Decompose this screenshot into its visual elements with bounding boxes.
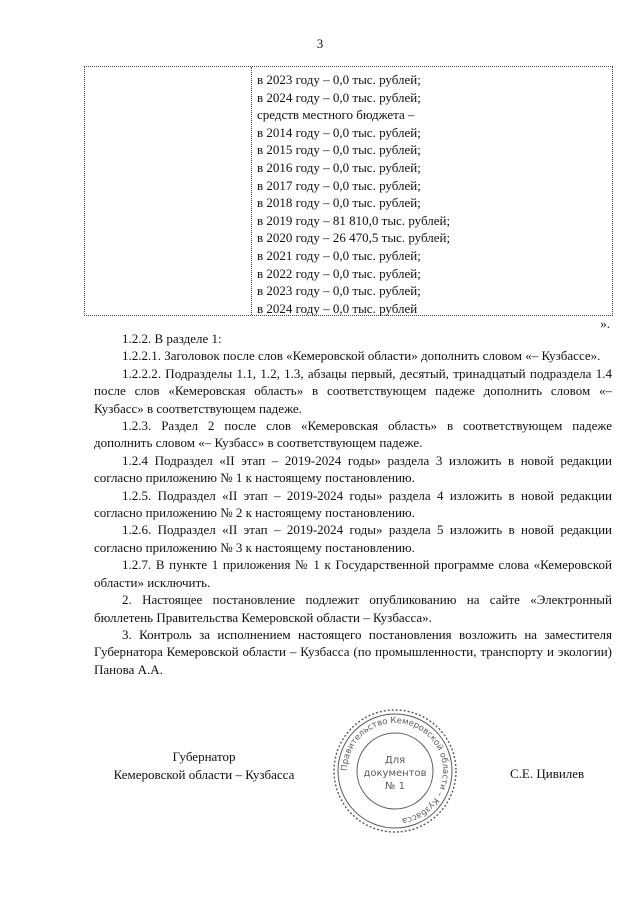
paragraph: 1.2.2.2. Подразделы 1.1, 1.2, 1.3, абзацы первый, десятый, тринадцатый подраздела 1.4 после слов «Кемеровская область» в соответствующем падеже дополнить словом «– Кузбасс» в соответствующем падеже. [94, 365, 612, 416]
budget-line: в 2024 году – 0,0 тыс. рублей; [257, 89, 421, 105]
paragraph: 1.2.2. В разделе 1: [122, 331, 222, 346]
page-number: 3 [316, 36, 324, 51]
seal-center-line: Для [384, 755, 406, 766]
budget-line: в 2018 году – 0,0 тыс. рублей; [257, 195, 421, 211]
budget-line: в 2020 году – 26 470,5 тыс. рублей; [257, 230, 451, 246]
paragraph: 1.2.5. Подраздел «II этап – 2019-2024 годы» раздела 4 изложить в новой редакции согласно приложению № 2 к настоящему постановлению. [94, 487, 612, 521]
signatory-title-line: Губернатор [172, 749, 236, 764]
signer-name: С.Е. Цивилев [510, 766, 585, 781]
paragraph: 1.2.7. В пункте 1 приложения № 1 к Государственной программе слова «Кемеровской области» исключить. [94, 557, 612, 590]
seal-center-line: документов [363, 768, 427, 779]
paragraph: 1.2.4 Подраздел «II этап – 2019-2024 годы» раздела 3 изложить в новой редакции согласно приложению № 1 к настоящему постановлению. [94, 452, 612, 486]
signature-block [0, 715, 640, 840]
budget-line: в 2016 году – 0,0 тыс. рублей; [257, 159, 421, 175]
official-seal [330, 706, 460, 836]
signatory-title-line: Кемеровской области – Кузбасса [113, 767, 295, 782]
budget-line: в 2023 году – 0,0 тыс. рублей; [257, 72, 421, 87]
budget-line: в 2014 году – 0,0 тыс. рублей; [257, 124, 421, 140]
budget-line: в 2017 году – 0,0 тыс. рублей; [257, 177, 421, 193]
budget-line: средств местного бюджета – [257, 107, 415, 123]
paragraph: 1.2.3. Раздел 2 после слов «Кемеровская область» в соответствующем падеже дополнить словом «– Кузбасс» в соответствующем падеже. [94, 418, 612, 451]
paragraph: 1.2.6. Подраздел «II этап – 2019-2024 годы» раздела 5 изложить в новой редакции согласно приложению № 3 к настоящему постановлению. [94, 522, 612, 555]
paragraph: 3. Контроль за исполнением настоящего постановления возложить на заместителя Губернатора Кемеровской области – Кузбасса (по промышленности, транспорту и экологии) Панова А.А. [94, 626, 612, 677]
paragraph: 2. Настоящее постановление подлежит опубликованию на сайте «Электронный бюллетень Правительства Кемеровской области – Кузбасса». [94, 592, 612, 625]
budget-line: в 2024 году – 0,0 тыс. рублей [257, 300, 418, 316]
document-body [94, 330, 612, 678]
budget-table [84, 66, 613, 316]
seal-ring-text-path: Правительство Кемеровской области – Кузбасса [339, 715, 451, 826]
seal-center-line: № 1 [385, 781, 405, 792]
table-closing-quote: ». [600, 316, 610, 331]
budget-line: в 2019 году – 81 810,0 тыс. рублей; [257, 212, 451, 228]
paragraph: 1.2.2.1. Заголовок после слов «Кемеровской области» дополнить словом «– Кузбассе». [122, 348, 601, 364]
budget-line: в 2022 году – 0,0 тыс. рублей; [257, 265, 421, 281]
budget-lines [257, 71, 608, 317]
budget-line: в 2021 году – 0,0 тыс. рублей; [257, 247, 421, 263]
budget-line: в 2015 году – 0,0 тыс. рублей; [257, 142, 421, 158]
budget-line: в 2023 году – 0,0 тыс. рублей; [257, 283, 421, 299]
table-column-divider [251, 67, 252, 315]
signatory-title [84, 748, 324, 784]
